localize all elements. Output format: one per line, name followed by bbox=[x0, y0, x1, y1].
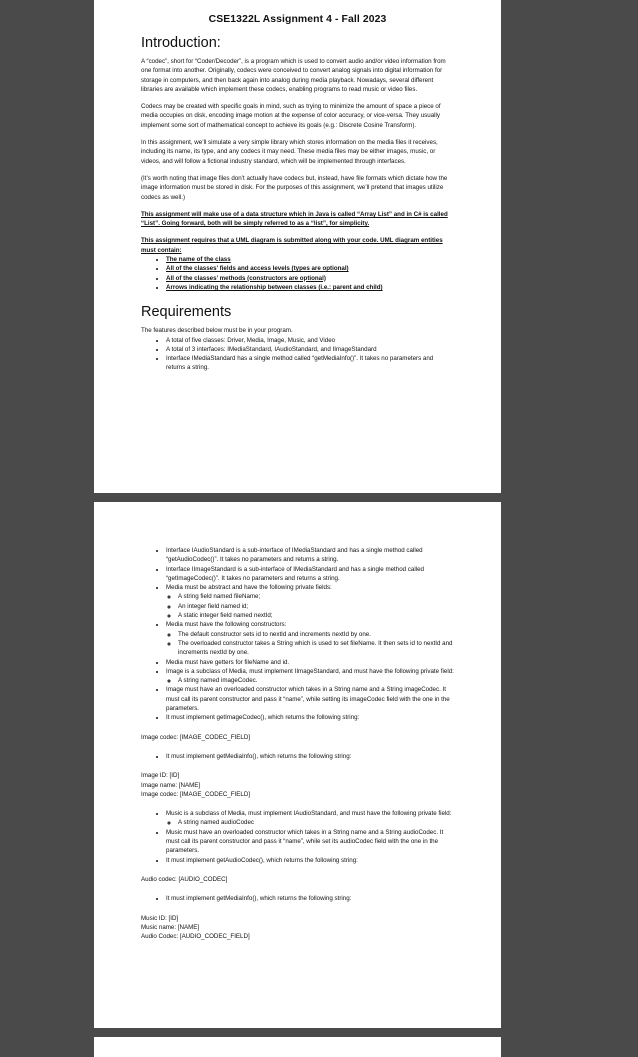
sub-list-item: ◦ A static integer field named nextId; bbox=[178, 611, 454, 620]
requirements-intro: The features described below must be in your program. bbox=[141, 327, 293, 335]
list-item-text: Image must have an overloaded constructor which takes in a String name and a String imageCodec. It must call its parent constructor and pass it “name”, while setting its imageCodec field with the one in the parameters. bbox=[166, 686, 450, 713]
intro-paragraph: A “codec”, short for “Coder/Decoder”, is a program which is used to convert audio and/or video information from one format into another. Originally, codecs were conceived to convert analog signals into digital information for storage in computers, and then back again into analog during media playback. Nowadays, several different libraries are available which implement these codecs, enabling programs to read music or video files. bbox=[141, 58, 446, 93]
list-item: • Interface IMediaStandard has a single method called “getMediaInfo()”. It takes no parameters and returns a string. bbox=[166, 354, 454, 373]
sub-list-item: ◦ An integer field named id; bbox=[178, 602, 454, 611]
list-structure-note: This assignment will make use of a data structure which in Java is called “Array List” and in C# is called “List”. Going forward, both will be simply referred to as a “list”, for simplicity. bbox=[141, 210, 448, 228]
sub-list-item: ◦ A string field named fileName; bbox=[178, 592, 454, 601]
intro-paragraph: Codecs may be created with specific goals in mind, such as trying to minimize the amount of space a piece of media occupies on disk, encoding image motion at the expense of color accuracy, or vice-versa. They usually implement some sort of mathematical concept to achieve its goals (e.g.: Discrete Cosine Transform). bbox=[141, 103, 441, 129]
list-item-text: It must implement getAudioCodec(), which returns the following string: bbox=[166, 856, 358, 864]
code-line: Image codec: [IMAGE_CODEC_FIELD] bbox=[141, 733, 251, 741]
list-item bbox=[166, 583, 454, 620]
list-item bbox=[166, 752, 454, 761]
list-item-text: Music must have an overloaded constructor which takes in a String name and a String audioCodec. It must call its parent constructor and pass it “name”, while set its audioCodec field with the one in the parameters. bbox=[166, 828, 444, 855]
list-item bbox=[166, 565, 454, 584]
code-line: Audio Codec: [AUDIO_CODEC_FIELD] bbox=[141, 933, 250, 941]
requirements-list bbox=[141, 752, 454, 761]
document-page-3 bbox=[94, 1037, 501, 1057]
requirements-list bbox=[141, 546, 454, 723]
intro-paragraph: (It’s worth noting that image files don’t actually have codecs but, instead, have file formats which dictate how the image information must be stored in disk. For the purposes of this assignment, we’ll pretend that images utilize codecs as well.) bbox=[141, 174, 448, 201]
requirements-list bbox=[141, 336, 454, 373]
code-line: Music name: [NAME] bbox=[141, 923, 200, 931]
list-item-text: Media must have getters for fileName and id. bbox=[166, 658, 290, 666]
sub-list-item: ◦ The overloaded constructor takes a String which is used to set fileName. It then sets id to nextId and increments nextId by one. bbox=[178, 639, 454, 658]
list-item: • All of the classes’ methods (constructors are optional) bbox=[166, 274, 454, 283]
code-output-block bbox=[141, 914, 454, 942]
code-output-block bbox=[141, 771, 454, 799]
requirements-list bbox=[141, 894, 454, 903]
intro-paragraph: In this assignment, we’ll simulate a very simple library which stores information on the media files it receives, including its name, its type, and any codecs it may need. These media files may be either images, music, or videos, and will follow a fictional industry standard, which will be implemented through interfaces. bbox=[141, 139, 438, 165]
sub-list bbox=[166, 676, 454, 685]
sub-list-item: ◦ A string named audioCodec bbox=[178, 818, 454, 827]
list-item bbox=[166, 894, 454, 903]
uml-note: This assignment requires that a UML diagram is submitted along with your code. UML diagram entities must contain: bbox=[141, 237, 443, 254]
list-item bbox=[166, 620, 454, 657]
requirements-heading: Requirements bbox=[141, 304, 232, 321]
list-item bbox=[166, 809, 454, 828]
list-item-text: Image is a subclass of Media, must implement IImageStandard, and must have the following private field: bbox=[166, 667, 454, 675]
code-line: Audio codec: [AUDIO_CODEC] bbox=[141, 875, 228, 883]
list-item bbox=[166, 685, 454, 713]
list-item-text: Media must be abstract and have the following private fields: bbox=[166, 584, 332, 592]
introduction-heading: Introduction: bbox=[141, 35, 221, 51]
list-item bbox=[166, 658, 454, 667]
list-item-text: Music is a subclass of Media, must implement IAudioStandard, and must have the following private field: bbox=[166, 810, 452, 818]
sub-list-item: ◦ The default constructor sets id to nextId and increments nextId by one. bbox=[178, 630, 454, 639]
sub-list bbox=[166, 630, 454, 658]
code-output-block bbox=[141, 733, 454, 742]
list-item: • A total of five classes: Driver, Media, Image, Music, and Video bbox=[166, 336, 454, 345]
sub-list bbox=[166, 592, 454, 620]
document-title: CSE1322L Assignment 4 - Fall 2023 bbox=[208, 14, 387, 25]
list-item bbox=[166, 546, 454, 565]
list-item bbox=[166, 828, 454, 856]
code-line: Music ID: [ID] bbox=[141, 914, 179, 922]
list-item: • All of the classes’ fields and access levels (types are optional) bbox=[166, 264, 454, 273]
uml-requirements-list bbox=[141, 255, 454, 292]
list-item-text: Interface IImageStandard is a sub-interface of IMediaStandard and has a single method called “getImageCodec()”. It takes no parameters and returns a string. bbox=[166, 565, 424, 582]
list-item-text: Interface IAudioStandard is a sub-interface of IMediaStandard and has a single method called “getAudioCodec()”. It takes no parameters and returns a string. bbox=[166, 547, 423, 564]
list-item bbox=[166, 856, 454, 865]
list-item: • The name of the class bbox=[166, 255, 454, 264]
list-item bbox=[166, 667, 454, 686]
code-line: Image codec: [IMAGE_CODEC_FIELD] bbox=[141, 790, 251, 798]
sub-list bbox=[166, 818, 454, 827]
code-line: Image ID: [ID] bbox=[141, 772, 180, 780]
code-line: Image name: [NAME] bbox=[141, 781, 201, 789]
sub-list-item: ◦ A string named imageCodec. bbox=[178, 676, 454, 685]
list-item: • A total of 3 interfaces: IMediaStandard, IAudioStandard, and IImageStandard bbox=[166, 345, 454, 354]
list-item-text: Media must have the following constructors: bbox=[166, 621, 287, 629]
list-item-text: It must implement getImageCodec(), which returns the following string: bbox=[166, 714, 360, 722]
list-item-text: It must implement getMediaInfo(), which returns the following string: bbox=[166, 895, 352, 903]
requirements-list bbox=[141, 809, 454, 865]
code-output-block bbox=[141, 875, 454, 884]
list-item: • Arrows indicating the relationship between classes (i.e.: parent and child) bbox=[166, 283, 454, 292]
list-item-text: It must implement getMediaInfo(), which returns the following string: bbox=[166, 752, 352, 760]
document-page-1 bbox=[94, 0, 501, 493]
document-page-2 bbox=[94, 502, 501, 1028]
list-item bbox=[166, 713, 454, 722]
